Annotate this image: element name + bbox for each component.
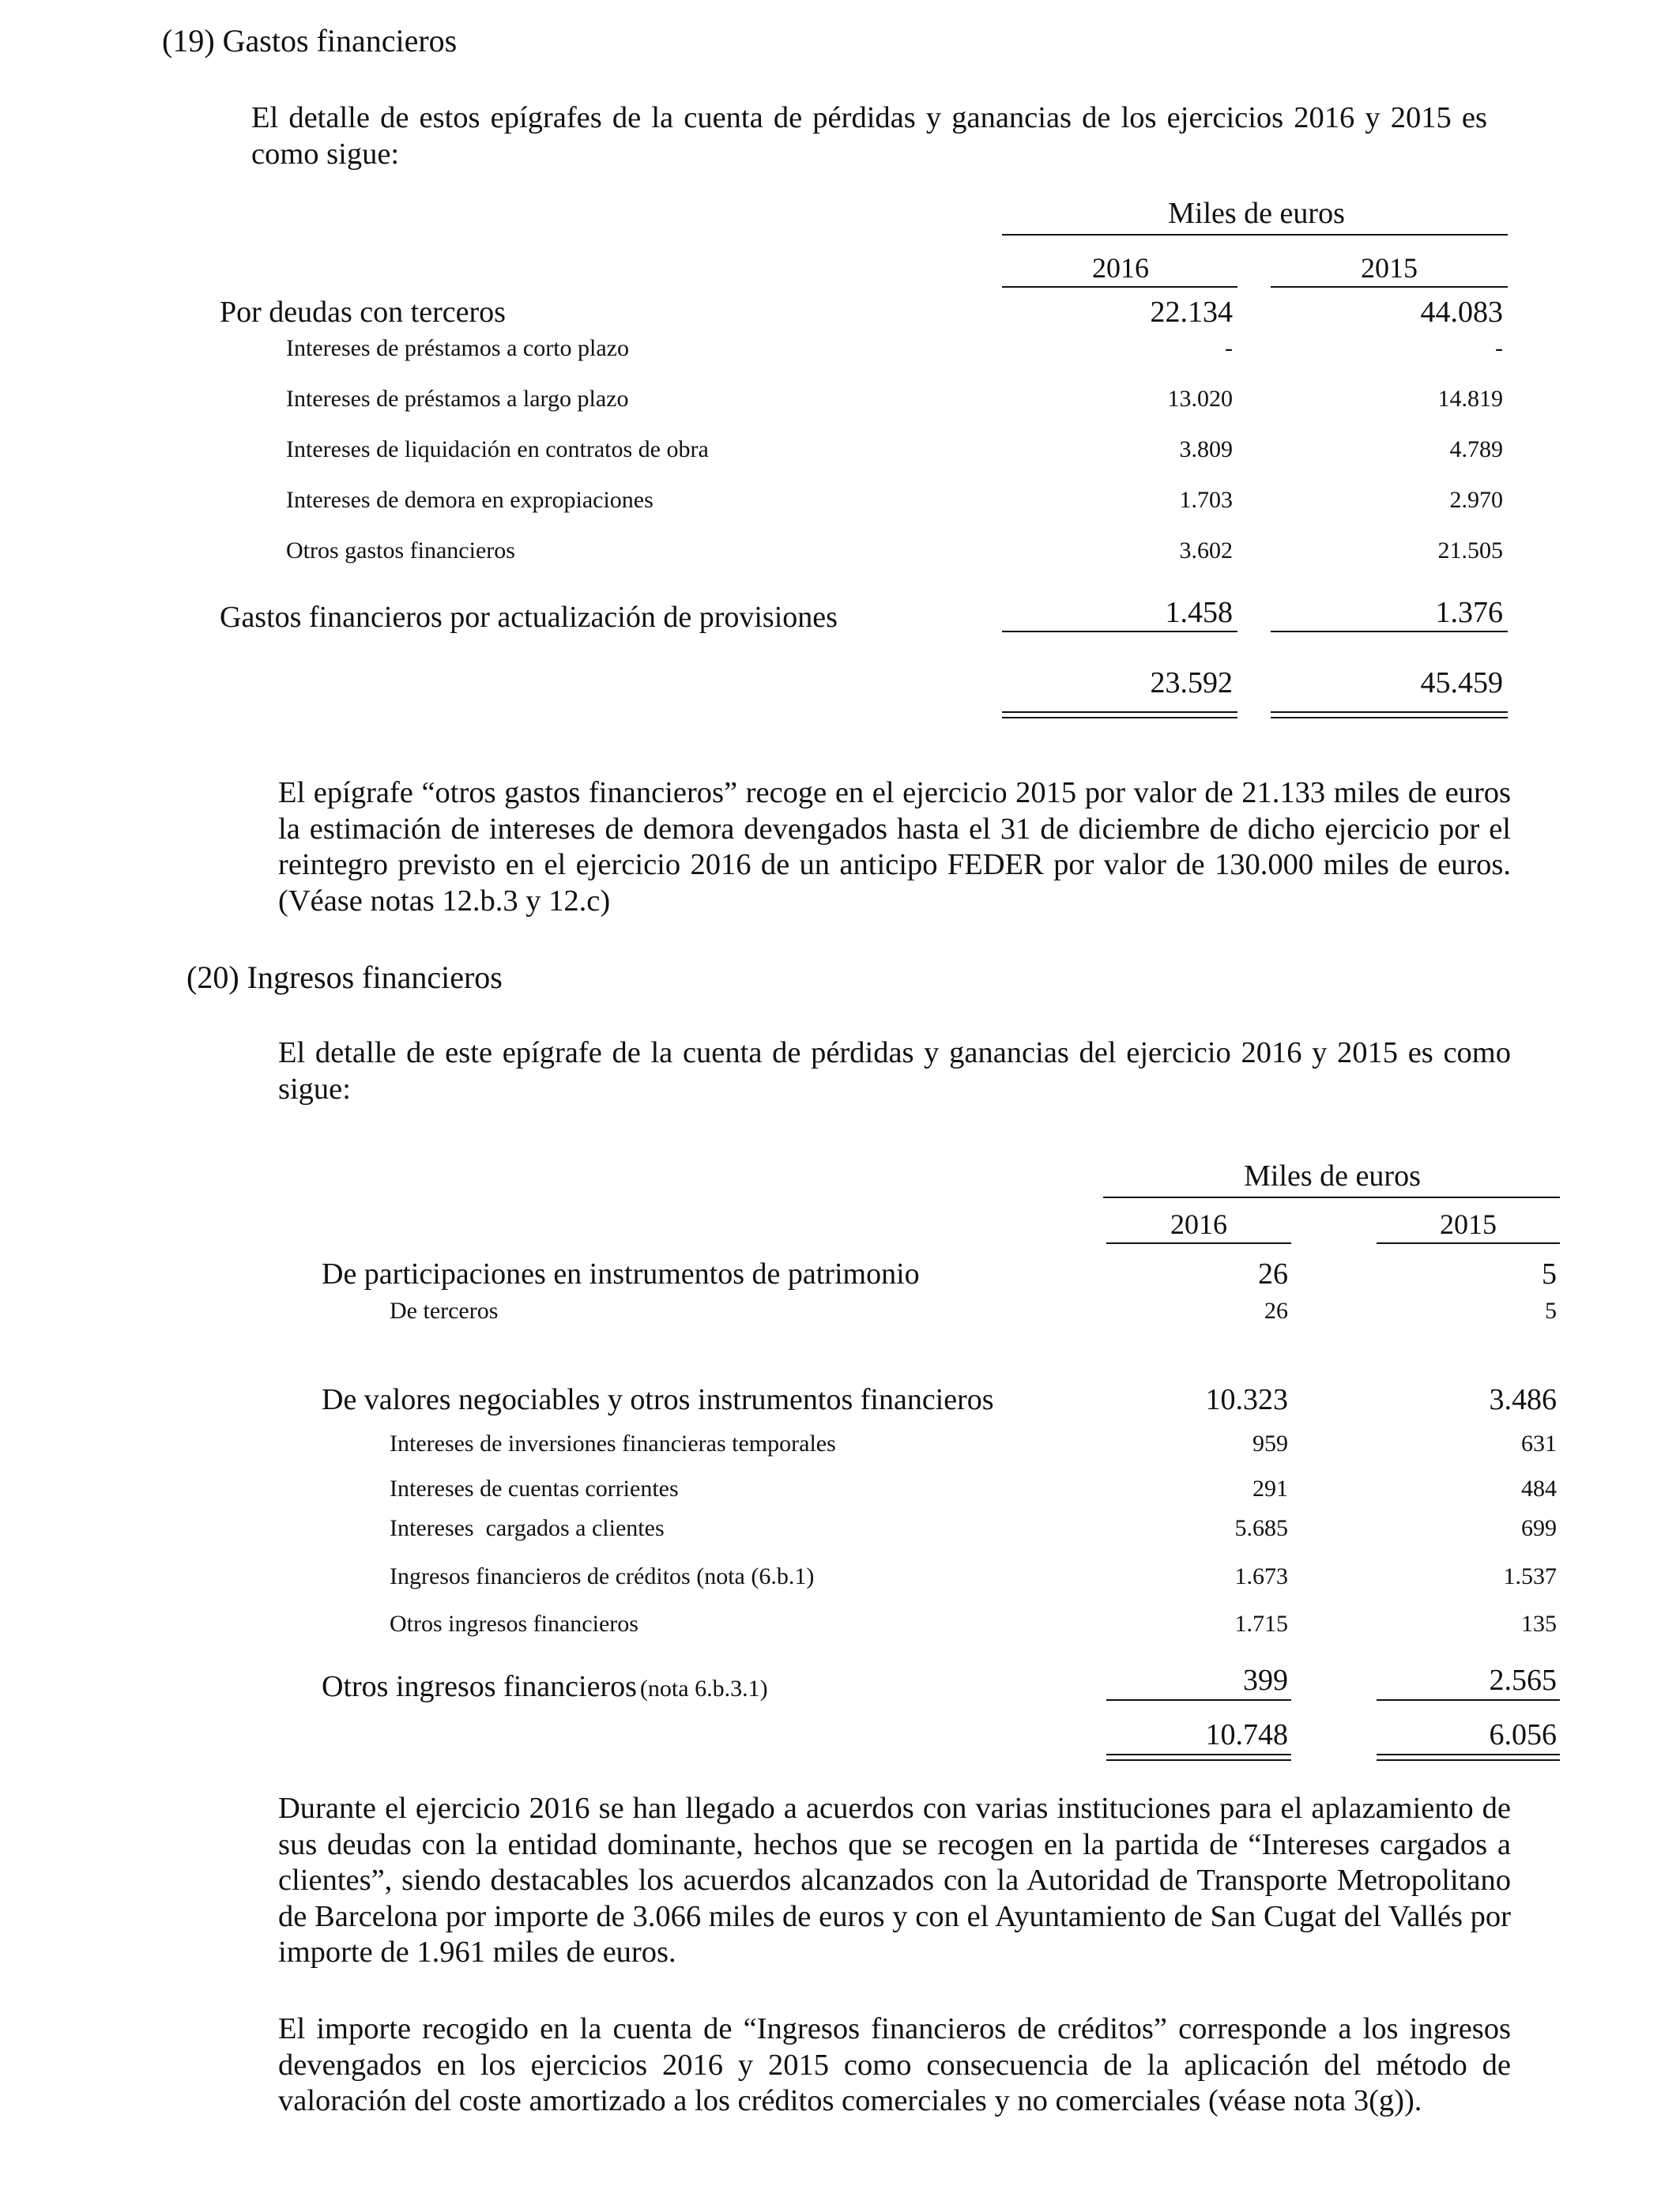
table-row-label: Otros ingresos financieros	[322, 1670, 637, 1703]
table-cell-2016: 5.685	[1234, 1515, 1288, 1541]
section-20-intro: El detalle de este epígrafe de la cuenta de pérdidas y ganancias del ejercicio 2016 y 2015 es como sigue:	[278, 1036, 1511, 1106]
table-row-label: Gastos financieros por actualización de provisiones	[220, 601, 838, 634]
table-cell-2015: 3.486	[1489, 1383, 1557, 1416]
table-cell-2016: 399	[1243, 1664, 1288, 1697]
section-19-intro: El detalle de estos epígrafes de la cuenta de pérdidas y ganancias de los ejercicios 2016 y 2015 es como sigue:	[251, 101, 1487, 171]
table-cell-2016: -	[1225, 335, 1233, 361]
col-2015-rule	[1271, 286, 1508, 288]
table-row-label: De valores negociables y otros instrumentos financieros	[322, 1383, 994, 1416]
column-header-2015: 2015	[1440, 1208, 1497, 1240]
header-rule	[1002, 234, 1508, 236]
table-cell-2016: 26	[1258, 1257, 1288, 1291]
column-header-2015: 2015	[1361, 252, 1418, 284]
table-row-label: Intereses de préstamos a corto plazo	[286, 335, 629, 361]
table-cell-2015: 44.083	[1420, 296, 1503, 329]
table-cell-2016: 1.673	[1234, 1563, 1288, 1589]
table-cell-2015: 2.970	[1449, 487, 1503, 513]
subtotal-rule-2015	[1271, 631, 1508, 632]
table-row-label: De participaciones en instrumentos de patrimonio	[322, 1257, 920, 1291]
col-2015-rule	[1377, 1242, 1560, 1244]
table-row-label: Intereses de préstamos a largo plazo	[286, 386, 629, 412]
section-20-note-2: El importe recogido en la cuenta de “Ingresos financieros de créditos” corresponde a los ingresos devengados en los ejercicios 2016 y 2015 como consecuencia de la aplicación del método de valoración del coste amortizado a los créditos comerciales y no comerciales (véase nota 3(g)).	[278, 2012, 1511, 2117]
table-cell-2015: 631	[1521, 1431, 1557, 1457]
total-2015: 45.459	[1420, 666, 1503, 699]
table-cell-2016: 10.323	[1205, 1383, 1288, 1416]
total-2016: 23.592	[1150, 666, 1233, 699]
table-row-label: De terceros	[390, 1298, 499, 1324]
table-cell-2015: 5	[1542, 1257, 1557, 1291]
table-cell-2015: 21.505	[1437, 537, 1503, 564]
table-row-label: Intereses de cuentas corrientes	[390, 1476, 679, 1502]
table-cell-2016: 22.134	[1150, 296, 1233, 329]
table-cell-2016: 1.703	[1179, 487, 1233, 513]
table-cell-2015: 14.819	[1437, 386, 1503, 412]
table-row-label: Ingresos financieros de créditos (nota (6.b.1)	[390, 1563, 815, 1589]
table-cell-2015: 135	[1521, 1611, 1557, 1637]
total-2015: 6.056	[1489, 1718, 1557, 1751]
section-20-note-1: Durante el ejercicio 2016 se han llegado a acuerdos con varias instituciones para el aplazamiento de sus deudas con la entidad dominante, hechos que se recogen en la partida de “Intereses cargados a clientes”, siendo destacables los acuerdos alcanzados con la Autoridad de Transporte Metropolitano de Barcelona por importe de 3.066 miles de euros y con el Ayuntamiento de San Cugat del Vallés por importe de 1.961 miles de euros.	[278, 1792, 1511, 1969]
table-row-label-group	[322, 1669, 768, 1704]
table-cell-2015: 699	[1521, 1515, 1557, 1541]
table-cell-2015: 5	[1545, 1298, 1557, 1324]
table-row-label: Intereses de liquidación en contratos de obra	[286, 436, 709, 462]
table-cell-2016: 13.020	[1167, 386, 1233, 412]
unit-label: Miles de euros	[1168, 197, 1345, 230]
header-rule	[1103, 1197, 1560, 1198]
table-row-label: Intereses de inversiones financieras temporales	[390, 1431, 836, 1457]
section-19-note: El epígrafe “otros gastos financieros” recoge en el ejercicio 2015 por valor de 21.133 miles de euros la estimación de intereses de demora devengados hasta el 31 de diciembre de dicho ejercicio por el reintegro previsto en el ejercicio 2016 de un anticipo FEDER por valor de 130.000 miles de euros. (Véase notas 12.b.3 y 12.c)	[278, 776, 1511, 918]
total-2016: 10.748	[1205, 1718, 1288, 1751]
subtotal-rule-2015	[1377, 1699, 1560, 1701]
total-double-rule-2015	[1271, 711, 1508, 718]
table-cell-2015: 4.789	[1449, 436, 1503, 462]
section-19-heading: (19) Gastos financieros	[162, 23, 458, 58]
col-2016-rule	[1106, 1242, 1291, 1244]
table-cell-2015: 1.376	[1435, 596, 1503, 629]
column-header-2016: 2016	[1170, 1208, 1227, 1240]
column-header-2016: 2016	[1092, 252, 1149, 284]
total-double-rule-2016	[1002, 711, 1237, 718]
table-cell-2015: -	[1495, 335, 1503, 361]
unit-label: Miles de euros	[1244, 1159, 1421, 1193]
table-row-label-note: (nota 6.b.3.1)	[639, 1676, 768, 1702]
section-20-heading: (20) Ingresos financieros	[186, 959, 503, 995]
table-cell-2016: 3.809	[1179, 436, 1233, 462]
col-2016-rule	[1002, 286, 1237, 288]
table-row-label: Otros ingresos financieros	[390, 1611, 638, 1637]
table-cell-2016: 1.715	[1234, 1611, 1288, 1637]
table-cell-2016: 959	[1252, 1431, 1288, 1457]
table-row-label: Intereses cargados a clientes	[390, 1515, 665, 1541]
table-cell-2016: 1.458	[1165, 596, 1233, 629]
table-row-label: Otros gastos financieros	[286, 537, 515, 564]
table-cell-2015: 2.565	[1489, 1664, 1557, 1697]
table-cell-2015: 484	[1521, 1476, 1557, 1502]
subtotal-rule-2016	[1002, 631, 1237, 632]
subtotal-rule-2016	[1106, 1699, 1291, 1701]
table-cell-2016: 291	[1252, 1476, 1288, 1502]
table-cell-2015: 1.537	[1503, 1563, 1557, 1589]
table-row-label: Intereses de demora en expropiaciones	[286, 487, 654, 513]
table-row-label: Por deudas con terceros	[220, 296, 506, 329]
table-cell-2016: 3.602	[1179, 537, 1233, 564]
total-double-rule-2015	[1377, 1754, 1560, 1761]
total-double-rule-2016	[1106, 1754, 1291, 1761]
table-cell-2016: 26	[1264, 1298, 1288, 1324]
